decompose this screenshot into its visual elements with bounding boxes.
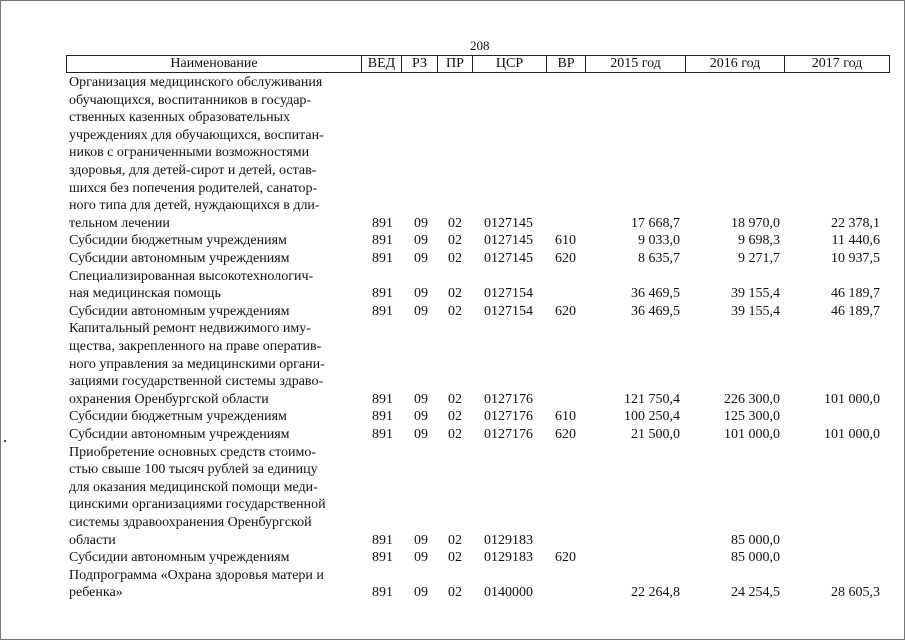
cell-csr: 0127154 [484, 303, 533, 319]
cell-csr: 0127176 [484, 391, 533, 407]
row-name-line: ственных казенных образовательных [69, 110, 291, 126]
cell-2016: 18 970,0 [731, 215, 780, 231]
row-name-line: цинскими организациями государственной [69, 497, 326, 513]
cell-pr: 02 [448, 215, 462, 231]
cell-ved: 891 [372, 585, 393, 601]
row-name-line: Приобретение основных средств стоимо- [69, 444, 317, 460]
cell-rz: 09 [414, 215, 428, 231]
cell-2017: 101 000,0 [824, 391, 880, 407]
cell-csr: 0127145 [484, 233, 533, 249]
cell-csr: 0140000 [484, 585, 533, 601]
row-name-line: ребенка» [69, 585, 123, 601]
cell-rz: 09 [414, 550, 428, 566]
cell-2016: 85 000,0 [731, 532, 780, 548]
row-name-line: ная медицинская помощь [69, 286, 221, 302]
row-name-line: ников с ограниченными возможностями [69, 145, 310, 161]
cell-rz: 09 [414, 427, 428, 442]
cell-vr: 610 [555, 409, 576, 425]
row-name-line: системы здравоохранения Оренбургской [69, 515, 312, 530]
row-name-line: шихся без попечения родителей, санатор- [69, 180, 318, 196]
header-2017: 2017 год [811, 56, 863, 71]
cell-2016: 39 155,4 [731, 303, 780, 319]
row-name-line: Капитальный ремонт недвижимого иму- [69, 321, 311, 337]
cell-vr: 620 [555, 550, 576, 566]
cell-2015: 36 469,5 [631, 286, 680, 302]
row-name-line: Субсидии бюджетным учреждениям [69, 233, 287, 249]
page-number: 208 [470, 38, 490, 53]
cell-2017: 11 440,6 [831, 233, 880, 249]
row-name-line: Субсидии автономным учреждениям [69, 427, 290, 442]
cell-2017: 101 000,0 [824, 427, 880, 442]
cell-pr: 02 [448, 233, 462, 249]
cell-2016: 226 300,0 [724, 391, 780, 407]
cell-2015: 21 500,0 [631, 427, 680, 442]
cell-pr: 02 [448, 303, 462, 319]
cell-2015: 100 250,4 [624, 409, 680, 425]
cell-2016: 85 000,0 [731, 550, 780, 566]
cell-csr: 0127145 [484, 251, 533, 266]
cell-rz: 09 [414, 532, 428, 548]
header-vr: ВР [547, 56, 586, 72]
cell-ved: 891 [372, 427, 393, 442]
cell-csr: 0127176 [484, 409, 533, 425]
cell-2015: 22 264,8 [631, 585, 680, 601]
row-name-line: Специализированная высокотехнологич- [69, 268, 314, 284]
cell-2016: 125 300,0 [724, 409, 780, 425]
row-name-line: ного типа для детей, нуждающихся в дли- [69, 198, 320, 214]
cell-rz: 09 [414, 286, 428, 302]
row-name-line: Субсидии автономным учреждениям [69, 251, 290, 266]
row-name-line: стью свыше 100 тысяч рублей за единицу [69, 462, 318, 478]
cell-vr: 620 [555, 427, 576, 442]
cell-ved: 891 [372, 303, 393, 319]
cell-pr: 02 [448, 391, 462, 407]
header-pr: ПР [438, 56, 473, 72]
cell-2016: 39 155,4 [731, 286, 780, 302]
cell-2015: 36 469,5 [631, 303, 680, 319]
cell-csr: 0129183 [484, 550, 533, 566]
cell-2017: 46 189,7 [831, 286, 880, 302]
cell-ved: 891 [372, 215, 393, 231]
cell-2017: 10 937,5 [831, 251, 880, 266]
cell-csr: 0127154 [484, 286, 533, 302]
header-2015: 2015 год [586, 56, 686, 72]
cell-csr: 0127176 [484, 427, 533, 442]
row-name-line: учреждениях для обучающихся, воспитан- [69, 127, 324, 143]
cell-ved: 891 [372, 550, 393, 566]
row-name-line: зациями государственной системы здраво- [69, 374, 324, 390]
cell-ved: 891 [372, 233, 393, 249]
cell-2015: 8 635,7 [638, 251, 680, 266]
cell-2016: 9 271,7 [738, 251, 780, 266]
cell-ved: 891 [372, 391, 393, 407]
cell-2017: 46 189,7 [831, 303, 880, 319]
row-name-line: Субсидии бюджетным учреждениям [69, 409, 287, 425]
row-name-line: охранения Оренбургской области [69, 391, 269, 407]
row-name-line: Субсидии автономным учреждениям [69, 303, 290, 319]
row-name-line: щества, закрепленного на праве оператив- [69, 339, 322, 354]
cell-2016: 9 698,3 [738, 233, 780, 249]
cell-pr: 02 [448, 286, 462, 302]
cell-vr: 620 [555, 303, 576, 319]
cell-rz: 09 [414, 391, 428, 407]
cell-csr: 0127145 [484, 215, 533, 231]
row-name-line: Подпрограмма «Охрана здоровья матери и [69, 567, 324, 583]
cell-pr: 02 [448, 532, 462, 548]
header-csr: ЦСР [473, 56, 547, 72]
cell-ved: 891 [372, 251, 393, 266]
header-2016: 2016 год [686, 56, 785, 72]
cell-pr: 02 [448, 585, 462, 601]
header-rz: РЗ [402, 56, 438, 72]
row-name-line: области [69, 532, 116, 548]
cell-rz: 09 [414, 409, 428, 425]
cell-2016: 101 000,0 [724, 427, 780, 442]
cell-ved: 891 [372, 286, 393, 302]
row-name-line: Субсидии автономным учреждениям [69, 550, 290, 566]
header-ved: ВЕД [362, 56, 402, 72]
cell-rz: 09 [414, 585, 428, 601]
cell-vr: 620 [555, 251, 576, 266]
cell-ved: 891 [372, 532, 393, 548]
cell-2015: 121 750,4 [624, 391, 680, 407]
cell-pr: 02 [448, 427, 462, 442]
cell-rz: 09 [414, 251, 428, 266]
cell-pr: 02 [448, 409, 462, 425]
cell-csr: 0129183 [484, 532, 533, 548]
row-name-line: здоровья, для детей-сирот и детей, остав- [69, 163, 317, 178]
cell-2017: 22 378,1 [831, 215, 880, 231]
cell-2017: 28 605,3 [831, 585, 880, 601]
cell-vr: 610 [555, 233, 576, 249]
cell-2016: 24 254,5 [731, 585, 780, 601]
margin-mark [4, 440, 6, 442]
row-name-line: обучающихся, воспитанников в государ- [69, 92, 312, 108]
cell-pr: 02 [448, 251, 462, 266]
cell-rz: 09 [414, 233, 428, 249]
row-name-line: ного управления за медицинскими органи- [69, 356, 325, 372]
row-name-line: тельном лечении [69, 215, 170, 231]
cell-2015: 17 668,7 [631, 215, 680, 231]
row-name-line: для оказания медицинской помощи меди- [69, 479, 318, 495]
cell-ved: 891 [372, 409, 393, 425]
cell-rz: 09 [414, 303, 428, 319]
header-name: Наименование [67, 56, 362, 72]
row-name-line: Организация медицинского обслуживания [69, 75, 323, 90]
cell-pr: 02 [448, 550, 462, 566]
cell-2015: 9 033,0 [638, 233, 680, 249]
